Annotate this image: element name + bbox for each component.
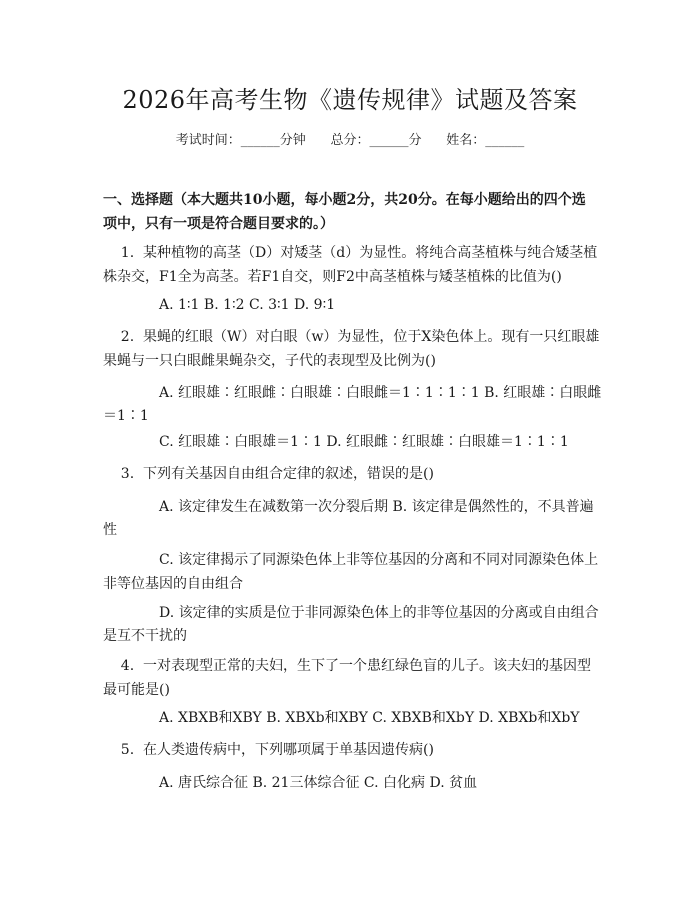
question-1-options: A. 1∶1 B. 1∶2 C. 3∶1 D. 9∶1 (159, 297, 336, 313)
question-3-options-ab-line1: A. 该定律发生在减数第一次分裂后期 B. 该定律是偶然性的，不具普遍 (159, 499, 594, 515)
question-4-line2: 最可能是() (103, 682, 170, 698)
question-3-line1: 3. 下列有关基因自由组合定律的叙述，错误的是() (103, 466, 434, 482)
question-4-line1: 4. 一对表现型正常的夫妇，生下了一个患红绿色盲的儿子。该夫妇的基因型 (103, 658, 592, 674)
question-1-line1: 1. 某种植物的高茎（D）对矮茎（d）为显性。将纯合高茎植株与纯合矮茎植 (103, 245, 598, 261)
question-2-options-ab-line1: A. 红眼雄∶红眼雌∶白眼雄∶白眼雌＝1∶1∶1∶1 B. 红眼雄∶白眼雌 (159, 385, 602, 401)
question-2-options-cd: C. 红眼雄∶白眼雄＝1∶1 D. 红眼雌∶红眼雄∶白眼雄＝1∶1∶1 (159, 434, 569, 450)
question-3-option-c-line2: 非等位基因的自由组合 (103, 576, 243, 592)
exam-meta-line: 考试时间：______分钟 总分：______分 姓名：______ (175, 133, 525, 148)
question-5-options: A. 唐氏综合征 B. 21三体综合征 C. 白化病 D. 贫血 (159, 775, 478, 791)
question-3-option-d-line2: 是互不干扰的 (103, 628, 187, 644)
question-3-options-ab-line2: 性 (103, 522, 117, 538)
question-3-option-c-line1: C. 该定律揭示了同源染色体上非等位基因的分离和不同对同源染色体上 (159, 552, 599, 568)
page-title: 2026年高考生物《遗传规律》试题及答案 (122, 86, 578, 114)
section-heading-line2: 项中，只有一项是符合题目要求的。） (103, 216, 334, 232)
question-2-line2: 果蝇与一只白眼雌果蝇杂交，子代的表现型及比例为() (103, 353, 436, 369)
question-2-line1: 2. 果蝇的红眼（W）对白眼（w）为显性，位于X染色体上。现有一只红眼雄 (103, 329, 600, 345)
question-4-options: A. XBXB和XBY B. XBXb和XBY C. XBXB和XbY D. XBXb和XbY (159, 710, 580, 726)
question-3-option-d-line1: D. 该定律的实质是位于非同源染色体上的非等位基因的分离或自由组合 (159, 605, 599, 621)
question-5-line1: 5. 在人类遗传病中，下列哪项属于单基因遗传病() (103, 742, 434, 758)
section-heading-line1: 一、选择题（本大题共10小题，每小题2分，共20分。在每小题给出的四个选 (103, 192, 586, 208)
question-1-line2: 株杂交，F1全为高茎。若F1自交，则F2中高茎植株与矮茎植株的比值为() (103, 269, 562, 285)
question-2-options-ab-line2: ＝1∶1 (103, 408, 149, 424)
